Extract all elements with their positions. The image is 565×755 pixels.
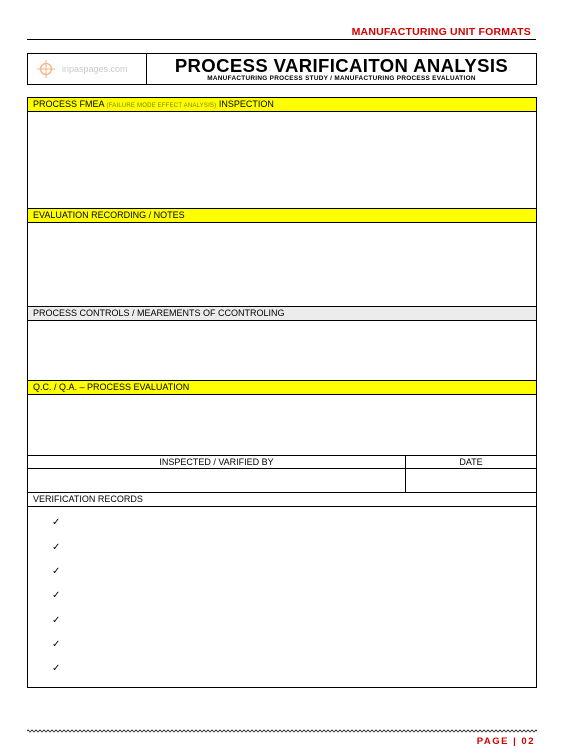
- controls-section-bar: PROCESS CONTROLS / MEAREMENTS OF CCONTROLING: [28, 307, 536, 321]
- check-icon: ✓: [52, 590, 61, 601]
- qcqa-section-bar: Q.C. / Q.A. – PROCESS EVALUATION: [28, 381, 536, 395]
- crosshair-logo-icon: [37, 60, 55, 78]
- logo-cell: [28, 54, 147, 84]
- verification-section-bar: VERIFICATION RECORDS: [28, 493, 536, 507]
- check-icon: ✓: [52, 639, 61, 650]
- fmea-label-inspection: INSPECTION: [218, 99, 274, 109]
- document-subtitle: MANUFACTURING PROCESS STUDY / MANUFACTURING PROCESS EVALUATION: [207, 75, 476, 82]
- document-title: PROCESS VARIFICAITON ANALYSIS: [174, 55, 509, 76]
- fmea-label: PROCESS FMEA: [33, 99, 105, 109]
- top-rule: [27, 39, 536, 40]
- check-icon: ✓: [52, 542, 61, 553]
- signoff-table: [27, 455, 537, 493]
- evaluation-section-bar: EVALUATION RECORDING / NOTES: [28, 209, 536, 223]
- footer-wavy-rule: [27, 728, 537, 734]
- document-header: [27, 53, 537, 85]
- fmea-label-detail: (FAILURE MODE EFFECT ANALYSIS): [106, 103, 217, 109]
- logo-text: inpaspages.com: [62, 64, 128, 74]
- page-number: PAGE | 02: [476, 736, 535, 747]
- check-icon: ✓: [52, 663, 61, 674]
- check-icon: ✓: [52, 615, 61, 626]
- qcqa-section: [27, 380, 537, 456]
- inspected-by-header: INSPECTED / VARIFIED BY: [28, 456, 405, 469]
- date-header: DATE: [406, 456, 536, 469]
- controls-section: [27, 306, 537, 381]
- evaluation-section: [27, 208, 537, 307]
- fmea-section-bar: [28, 98, 536, 112]
- unit-formats-heading: MANUFACTURING UNIT FORMATS: [351, 26, 531, 38]
- check-icon: ✓: [52, 517, 61, 528]
- verification-section: [27, 492, 537, 688]
- fmea-section: [27, 97, 537, 210]
- signoff-divider: [405, 456, 406, 492]
- check-icon: ✓: [52, 566, 61, 577]
